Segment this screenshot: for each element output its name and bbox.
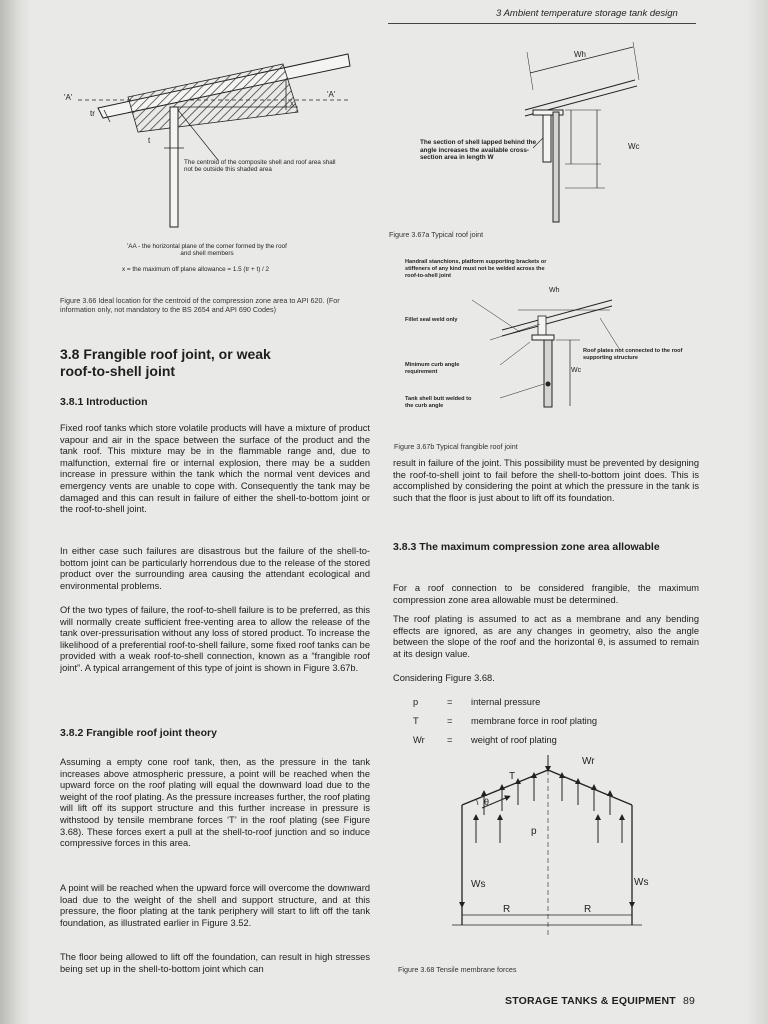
running-header: 3 Ambient temperature storage tank design: [496, 8, 678, 19]
page-right-shadow: [746, 0, 768, 1024]
variable-row: p = internal pressure: [413, 697, 541, 707]
centroid-note: The centroid of the composite shell and roof area shall not be outside this shaded area: [184, 159, 336, 174]
fig-367a-label-wh: Wh: [574, 50, 586, 59]
figure-3-66: [58, 52, 378, 257]
intro-paragraph-3: Of the two types of failure, the roof-to-shell failure is to be preferred, as this will normally create sufficient free-venting area to allow the release of the tank over-pressurisation without any loss of stored product. To increase the likelihood of a preferential roof-to-shell failure, some fixed roof tanks can be provided with a weak roof-to-shell connection, known as a “frangible roof joint”. A typical arrangement of this type of joint is shown in Figure 3.67b.: [60, 605, 370, 673]
fig-367a-note: The section of shell lapped behind the angle increases the available cross-section area in length W: [420, 139, 537, 161]
compression-paragraph-1: For a roof connection to be considered frangible, the maximum compression zone area allowable must be determined.: [393, 583, 699, 605]
fig-367b-curb-note: Minimum curb angle requirement: [405, 362, 460, 375]
figure-3-66-caption: Figure 3.66 Ideal location for the centroid of the compression zone area to API 620. (For information only, not mandatory to the BS 2654 and API 690 Codes): [60, 296, 340, 314]
x-note: x = the maximum off plane allowance = 1.5 (tr + t) / 2: [122, 266, 270, 273]
fig-368-label-ws-left: Ws: [471, 879, 486, 890]
fig-367a-label-wc: Wc: [628, 142, 640, 151]
fig-367b-label-wh: Wh: [549, 287, 560, 294]
variable-definitions: [413, 693, 597, 750]
theory-paragraph-2: A point will be reached when the upward force will overcome the downward load due to the weight of the shell and support structure, and at this pressure, the floor plating at the tank periphery will start to lift off the tank foundation, as illustrated earlier in Figure 3.52.: [60, 883, 370, 928]
compression-paragraph-3: Considering Figure 3.68.: [393, 673, 495, 683]
theory-paragraph-1: Assuming a empty cone roof tank, then, as the pressure in the tank increases above atmospheric pressure, a point will be reached when the upward force on the roof plating will equal the downward load due to the weight of the roof plating. As the pressure increases further, the roof plating will lift off its support structure and this further increase in pressure is withstood by tensile membrane forces ‘T’ in the roof plating (see Figure 3.68). These forces exert a pull at the shell-to-roof junction and so induce compressive forces in this area.: [60, 757, 370, 849]
section-3-8-2-title: 3.8.2 Frangible roof joint theory: [60, 727, 217, 739]
theory-paragraph-4: result in failure of the joint. This possibility must be prevented by designing the roof-to-shell joint to fail before the shell-to-bottom joint does. This is accomplished by considering the point at which the pressure in the tank is such that the floor is just about to lift off its foundation.: [393, 458, 699, 503]
fig-367b-label-wc: Wc: [571, 367, 582, 374]
page-footer: [505, 995, 695, 1007]
intro-paragraph-2: In either case such failures are disastrous but the failure of the shell-to-bottom joint can be particularly horrendous due to the release of the stored product over the surrounding area causing the attendant ecological and environmental problems.: [60, 546, 370, 591]
figure-3-67b-caption: Figure 3.67b Typical frangible roof joint: [394, 442, 518, 451]
fig-367b-butt-note: Tank shell butt welded to the curb angle: [405, 396, 472, 409]
intro-paragraph-1: Fixed roof tanks which store volatile products will have a mixture of product vapour and air in the space between the surface of the product and the tank roof. This mixture may be in the flammable range and, due to malfunction, external fire or internal explosion, there may be a sudden increase in pressure within the tank which the normal vent devices and emergency vents are unable to cope with. Consequently the tank may be damaged and this can result in failure of either the shell-to-bottom joint or the roof-to-shell joint.: [60, 423, 370, 515]
journal-name: STORAGE TANKS & EQUIPMENT: [505, 995, 676, 1007]
label-a-left: 'A': [64, 93, 73, 102]
figure-3-67a: [415, 40, 705, 230]
fig-367b-handrail-note: Handrail stanchions, platform supporting brackets or stiffeners of any kind must not be welded across the roof-to-shell joint: [405, 259, 547, 279]
fig-368-label-theta: θ: [484, 797, 490, 807]
fig-368-label-r-right: R: [584, 904, 592, 915]
fig-367b-fillet-note: Fillet seal weld only: [405, 317, 458, 323]
section-3-8-1-title: 3.8.1 Introduction: [60, 396, 148, 408]
header-rule: [388, 23, 696, 24]
fig-368-label-r-left: R: [503, 904, 511, 915]
section-3-8-3-title: 3.8.3 The maximum compression zone area allowable: [393, 541, 660, 553]
variable-row: T = membrane force in roof plating: [413, 716, 598, 726]
label-tr: tr: [90, 109, 95, 118]
fig-368-label-p: p: [531, 826, 537, 837]
page-gutter-shadow: [0, 0, 30, 1024]
aa-note: 'AA - the horizontal plane of the corner formed by the roof and shell members: [127, 243, 287, 258]
figure-3-67a-caption: Figure 3.67a Typical roof joint: [389, 230, 484, 239]
page-number: 89: [683, 995, 696, 1007]
compression-paragraph-2: The roof plating is assumed to act as a membrane and any bending effects are ignored, as are any changes in geometry, also the angle between the slope of the roof and the horizontal θ, is assumed to remain at its design value.: [393, 614, 699, 659]
label-x: x: [290, 99, 294, 108]
label-a-right: 'A': [327, 90, 336, 99]
fig-368-label-t: T: [509, 771, 516, 782]
section-3-8-title: 3.8 Frangible roof joint, or weak roof-to-shell joint: [60, 346, 271, 379]
fig-368-label-ws-right: Ws: [634, 877, 649, 888]
fig-367b-roof-plates-note: Roof plates not connected to the roof supporting structure: [583, 348, 683, 361]
figure-3-68-caption: Figure 3.68 Tensile membrane forces: [398, 965, 517, 974]
fig-368-label-wr: Wr: [582, 756, 595, 767]
variable-row: Wr = weight of roof plating: [413, 735, 557, 745]
figure-3-68: [450, 755, 650, 955]
label-t: t: [148, 136, 151, 145]
theory-paragraph-3: The floor being allowed to lift off the foundation, can result in high stresses being set up in the shell-to-bottom joint which can: [60, 952, 370, 974]
